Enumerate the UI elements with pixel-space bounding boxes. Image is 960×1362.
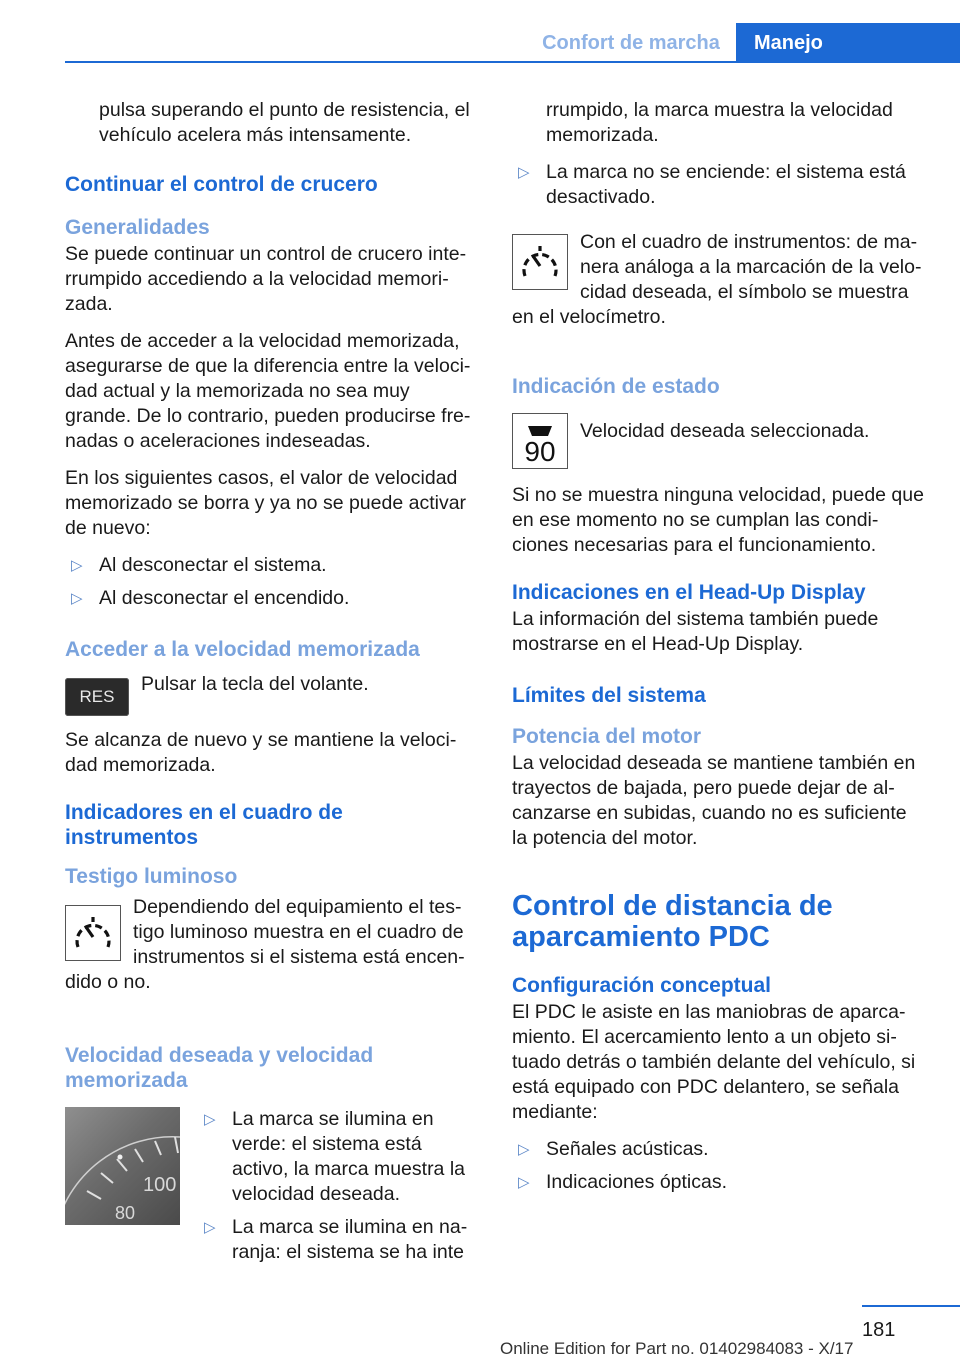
section-tab[interactable]: Confort de marcha	[542, 32, 720, 54]
triangle-bullet-icon: ▷	[518, 164, 530, 181]
paragraph-cluster: Con el cuadro de instrumentos: de manera análoga a la marcación de la velocidad deseada, el símbolo se muestra en el velocímetro.	[512, 231, 922, 328]
paragraph-concept: El PDC le asiste en las maniobras de aparcamiento. El acercamiento lento a un objeto situado detrás o también delante del vehículo, si está equipado con PDC delantero, se señala mediante:	[512, 1001, 916, 1123]
triangle-bullet-icon: ▷	[518, 1174, 530, 1191]
continued-text: rrumpido, la marca muestra la velocidad memorizada.	[546, 99, 893, 146]
speedometer-image	[65, 1107, 180, 1225]
heading-access-memorized: Acceder a la velocidad memorizada	[65, 638, 420, 661]
list-item: ▷ La marca se ilumina en naranja: el sistema se ha inte	[204, 1216, 468, 1263]
paragraph-general-3: En los siguientes casos, el valor de velocidad memorizado se borra y ya no se puede activar de nuevo:	[65, 467, 467, 539]
footer-rule	[862, 1305, 960, 1307]
paragraph-warning: Dependiendo del equipamiento el testigo luminoso muestra en el cuadro de instrumentos si el sistema está encendido o no.	[65, 896, 465, 993]
heading-speed: Velocidad deseada y velocidad memorizada	[65, 1044, 374, 1092]
heading-indicators: Indicadores en el cuadro de instrumentos	[65, 801, 343, 849]
paragraph-access-1: Pulsar la tecla del volante.	[141, 673, 369, 695]
heading-hud: Indicaciones en el Head-Up Display	[512, 581, 866, 604]
gauge-label-100: 100	[143, 1174, 177, 1196]
bullet-list-marker	[198, 1107, 477, 1273]
heading-continue-cruise: Continuar el control de crucero	[65, 173, 378, 196]
paragraph-status-2: Si no se muestra ninguna velocidad, puede que en ese momento no se cumplan las condiciones necesarias para el funcionamiento.	[512, 484, 924, 556]
triangle-bullet-icon: ▷	[204, 1219, 216, 1236]
paragraph-hud: La información del sistema también puede mostrarse en el Head-Up Display.	[512, 608, 879, 655]
triangle-bullet-icon: ▷	[204, 1111, 216, 1128]
bullet-list-off	[512, 160, 926, 210]
list-item: ▷ Señales acústicas.	[518, 1138, 709, 1160]
cruise-control-icon	[512, 234, 568, 290]
cluster-row	[512, 230, 926, 342]
left-column	[65, 98, 477, 1285]
paragraph-status-1: Velocidad deseada seleccionada.	[580, 420, 870, 442]
heading-pdc: Control de distancia de aparcamiento PDC	[512, 890, 833, 953]
heading-warning-light: Testigo luminoso	[65, 865, 238, 888]
page-number: 181	[862, 1319, 896, 1341]
bullet-list-reset	[65, 553, 477, 611]
heading-limits: Límites del sistema	[512, 684, 706, 707]
gauge-label-80: 80	[115, 1203, 136, 1223]
res-button-icon: RES	[65, 678, 129, 716]
paragraph-power: La velocidad deseada se mantiene también en trayectos de bajada, pero puede dejar de alcanzarse en subidas, cuando no es suficiente la potencia del motor.	[512, 752, 916, 849]
bullet-list-signals	[512, 1137, 926, 1195]
heading-engine-power: Potencia del motor	[512, 725, 702, 748]
res-row	[65, 672, 477, 720]
speed-row	[65, 1107, 477, 1285]
paragraph-general-1: Se puede continuar un control de crucero interrumpido accediendo a la velocidad memorizada.	[65, 243, 467, 315]
speed-indicator-icon: 90	[512, 413, 568, 469]
paragraph-access-2: Se alcanza de nuevo y se mantiene la velocidad memorizada.	[65, 729, 457, 776]
paragraph-general-2: Antes de acceder a la velocidad memorizada, asegurarse de que la diferencia entre la velocidad actual y la memorizada no sea muy grande. De lo contrario, pueden producirse frenadas o aceleraciones indeseadas.	[65, 330, 471, 452]
list-item: ▷ Indicaciones ópticas.	[518, 1171, 728, 1193]
cruise-control-icon	[65, 905, 121, 961]
list-item: ▷ La marca se ilumina en verde: el sistema está activo, la marca muestra la velocidad deseada.	[204, 1108, 466, 1205]
chapter-tab[interactable]: Manejo	[736, 23, 960, 63]
heading-general: Generalidades	[65, 216, 210, 239]
triangle-bullet-icon: ▷	[518, 1141, 530, 1158]
edition-footer: Online Edition for Part no. 01402984083 - X/17	[500, 1339, 854, 1358]
intro-text: pulsa superando el punto de resistencia, el vehículo acelera más intensamente.	[99, 99, 470, 146]
warning-row	[65, 891, 477, 1007]
heading-status: Indicación de estado	[512, 375, 720, 398]
triangle-bullet-icon: ▷	[71, 590, 83, 607]
list-item: ▷ La marca no se enciende: el sistema está desactivado.	[518, 161, 906, 208]
heading-concept: Configuración conceptual	[512, 974, 772, 997]
right-column	[512, 98, 926, 1207]
status-row	[512, 409, 926, 473]
triangle-bullet-icon: ▷	[71, 557, 83, 574]
list-item: ▷ Al desconectar el sistema.	[71, 554, 327, 576]
list-item: ▷ Al desconectar el encendido.	[71, 587, 350, 609]
